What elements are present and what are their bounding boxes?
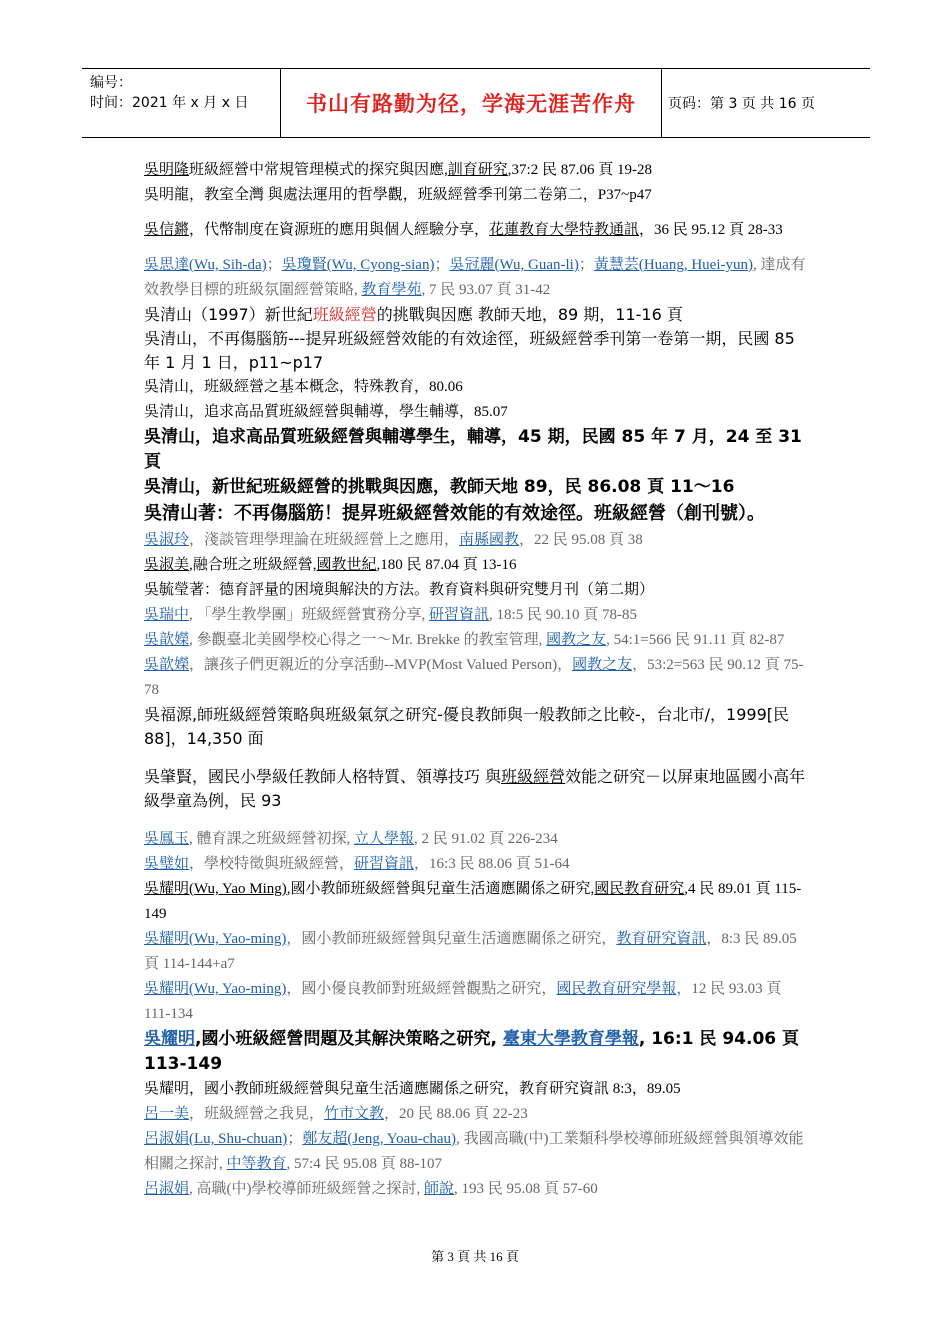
citation-text: 吳清山，追求高品質班級經營與輔導，學生輔導，85.07 bbox=[144, 404, 508, 420]
citation-text: 吳耀明，國小教師班級經營與兒童生活適應關係之研究，教育研究資訊 8:3，89.05 bbox=[144, 1081, 681, 1097]
citation-text: 花蓮教育大學特教通訊 bbox=[489, 222, 640, 238]
reference-entry bbox=[144, 877, 809, 927]
reference-entry bbox=[144, 628, 809, 653]
citation-text: 吳明龍，教室全灣 與處法運用的哲學觀，班級經營季刊第二卷第二，P37~p47 bbox=[144, 187, 652, 203]
citation-link[interactable]: 吳瓊賢(Wu, Cyong-sian) bbox=[281, 257, 435, 273]
reference-entry bbox=[144, 553, 809, 578]
citation-link[interactable]: 鄭友超(Jeng, Yoau-chau) bbox=[302, 1131, 457, 1147]
citation-text: 國民教育研究 bbox=[594, 881, 685, 897]
citation-text: 吳肇賢，國民小學級任教師人格特質、領導技巧 與 bbox=[144, 767, 502, 786]
citation-text: ，淺談管理學理論在班級經營上之應用， bbox=[189, 532, 460, 548]
citation-text: , 57:4 民 95.08 頁 88-107 bbox=[286, 1156, 442, 1172]
header-motto: 书山有路勤为径，学海无涯苦作舟 bbox=[281, 69, 662, 137]
citation-link[interactable]: 研習資訊 bbox=[354, 856, 415, 872]
reference-entry bbox=[144, 827, 809, 852]
reference-entry bbox=[144, 183, 809, 208]
citation-text: 吳毓瑩著：德育評量的困境與解決的方法。教育資料與研究雙月刊（第二期） bbox=[144, 582, 655, 598]
citation-link[interactable]: 臺東大學教育學報 bbox=[502, 1029, 639, 1049]
citation-text: ，53:2=563 民 90.12 頁 75-78 bbox=[144, 657, 804, 698]
reference-entry bbox=[144, 253, 809, 303]
citation-text: , 「學生教學團」班級經營實務分享, bbox=[189, 607, 430, 623]
doc-date: 时间：2021 年 x 月 x 日 bbox=[90, 95, 249, 111]
reference-entry bbox=[144, 400, 809, 425]
citation-text: , 體育課之班級經營初探, bbox=[189, 831, 355, 847]
citation-text: ，12 民 93.03 頁 111-134 bbox=[144, 981, 782, 1022]
citation-text: ，22 民 95.08 頁 38 bbox=[519, 532, 643, 548]
reference-entry bbox=[144, 500, 809, 528]
citation-text: ，36 民 95.12 頁 28-33 bbox=[639, 222, 783, 238]
reference-entry bbox=[144, 1102, 809, 1127]
reference-entry bbox=[144, 158, 809, 183]
citation-link[interactable]: 立人學報 bbox=[354, 831, 415, 847]
citation-text: , 18:5 民 90.10 頁 78-85 bbox=[489, 607, 637, 623]
reference-entry bbox=[144, 528, 809, 553]
citation-link[interactable]: 吳歆嬫 bbox=[144, 632, 190, 648]
reference-entry bbox=[144, 375, 809, 400]
citation-text: 吳清山，新世紀班級經營的挑戰與因應，教師天地 89，民 86.08 頁 11～16 bbox=[144, 477, 735, 497]
citation-link[interactable]: 研習資訊 bbox=[429, 607, 490, 623]
reference-entry bbox=[144, 653, 809, 703]
citation-text: ，國小教師班級經營與兒童生活適應關係之研究， bbox=[286, 931, 617, 947]
citation-text: ，8:3 民 89.05 頁 114-144+a7 bbox=[144, 931, 797, 972]
reference-entry bbox=[144, 327, 809, 375]
citation-text: , 16:1 民 94.06 頁 113-149 bbox=[144, 1029, 800, 1074]
citation-text: ； bbox=[266, 257, 282, 273]
citation-text: ,180 民 87.04 頁 13-16 bbox=[376, 557, 517, 573]
citation-link[interactable]: 黃慧芸(Huang, Huei-yun) bbox=[593, 257, 753, 273]
citation-text: 吳福源,師班級經營策略與班級氣氛之研究-優良教師與一般教師之比較-，台北市/，1999[民 88]，14,350 面 bbox=[144, 705, 789, 748]
citation-text: 班級經營中常規管理模式的探究與因應, bbox=[189, 162, 448, 178]
reference-entry bbox=[144, 603, 809, 628]
citation-link[interactable]: 吳淑玲 bbox=[144, 532, 190, 548]
citation-link[interactable]: 吳思達(Wu, Sih-da) bbox=[144, 257, 267, 273]
citation-text: ，16:3 民 88.06 頁 51-64 bbox=[414, 856, 570, 872]
reference-entry bbox=[144, 852, 809, 877]
citation-text: 吳清山，追求高品質班級經營與輔導學生，輔導，45 期，民國 85 年 7 月，24 至 31 頁 bbox=[144, 427, 802, 472]
citation-link[interactable]: 吳歆嬫 bbox=[144, 657, 190, 673]
citation-text: 班級經營 bbox=[501, 767, 566, 786]
citation-text: , 達成有效教學目標的班級氛圍經營策略, bbox=[144, 257, 806, 298]
reference-entry bbox=[144, 1077, 809, 1102]
citation-text: , 54:1=566 民 91.11 頁 82-87 bbox=[606, 632, 785, 648]
reference-entry bbox=[144, 703, 809, 751]
reference-entry bbox=[144, 218, 809, 243]
citation-link[interactable]: 吳瑞中 bbox=[144, 607, 190, 623]
reference-entry bbox=[144, 1177, 809, 1202]
citation-link[interactable]: 中等教育 bbox=[226, 1156, 287, 1172]
citation-text: 國教世紀 bbox=[316, 557, 377, 573]
citation-text: , 2 民 91.02 頁 226-234 bbox=[414, 831, 558, 847]
reference-entry bbox=[144, 1127, 809, 1177]
doc-number-label: 编号： bbox=[90, 75, 132, 91]
citation-text: , 高職(中)學校導師班級經營之探討, bbox=[189, 1181, 425, 1197]
citation-link[interactable]: 教育研究資訊 bbox=[616, 931, 707, 947]
citation-text: ； bbox=[578, 257, 594, 273]
reference-entry bbox=[144, 303, 809, 327]
reference-entry bbox=[144, 977, 809, 1027]
citation-link[interactable]: 竹市文教 bbox=[324, 1106, 385, 1122]
reference-entry bbox=[144, 927, 809, 977]
reference-entry bbox=[144, 1027, 809, 1077]
citation-text: , 193 民 95.08 頁 57-60 bbox=[454, 1181, 598, 1197]
citation-text: 吳耀明(Wu, Yao Ming) bbox=[144, 881, 287, 897]
citation-text: ,國小教師班級經營與兒童生活適應關係之研究, bbox=[286, 881, 595, 897]
citation-text: 吳信鏘 bbox=[144, 222, 190, 238]
citation-text: 吳清山，不再傷腦筋---提昇班級經營效能的有效途徑，班級經營季刊第一卷第一期，民國 85 年 1 月 1 日，p11~p17 bbox=[144, 329, 795, 372]
reference-entry bbox=[144, 425, 809, 475]
citation-text: 吳淑美 bbox=[144, 557, 190, 573]
page-footer: 第 3 頁 共 16 頁 bbox=[431, 1249, 519, 1264]
citation-text: ,4 民 89.01 頁 115-149 bbox=[144, 881, 802, 922]
citation-text: ，20 民 88.06 頁 22-23 bbox=[384, 1106, 528, 1122]
citation-link[interactable]: 南縣國教 bbox=[459, 532, 520, 548]
citation-text: ，讓孩子們更親近的分享活動--MVP(Most Valued Person)， bbox=[189, 657, 573, 673]
citation-link[interactable]: 吳冠麗(Wu, Guan-li) bbox=[449, 257, 579, 273]
header-meta-cell bbox=[82, 69, 281, 137]
citation-text: 效能之研究－以屏東地區國小高年級學童為例，民 93 bbox=[144, 767, 806, 810]
citation-link[interactable]: 國教之友 bbox=[572, 657, 633, 673]
citation-text: ，班級經營之我見， bbox=[189, 1106, 325, 1122]
citation-link[interactable]: 師說 bbox=[424, 1181, 455, 1197]
citation-text: ，學校特徵與班級經營， bbox=[189, 856, 355, 872]
citation-text: ,融合班之班級經營, bbox=[189, 557, 317, 573]
citation-text: ； bbox=[434, 257, 450, 273]
citation-text: ，代幣制度在資源班的應用與個人經驗分享， bbox=[189, 222, 490, 238]
citation-text: 班級經營 bbox=[312, 305, 377, 324]
citation-link[interactable]: 呂淑娟(Lu, Shu-chuan) bbox=[144, 1131, 288, 1147]
citation-text: , 參觀臺北美國學校心得之一～Mr. Brekke 的教室管理, bbox=[189, 632, 547, 648]
citation-text: 訓育研究 bbox=[447, 162, 508, 178]
header-page-info: 页码：第 3 页 共 16 页 bbox=[668, 96, 815, 112]
citation-text: ，國小優良教師對班級經營觀點之研究， bbox=[286, 981, 557, 997]
citation-text: 吳清山（1997）新世紀 bbox=[144, 305, 313, 324]
citation-text: , 我國高職(中)工業類科學校導師班級經營與領導效能相關之探討, bbox=[144, 1131, 804, 1172]
citation-text: 的挑戰與因應 教師天地，89 期，11-16 頁 bbox=[376, 305, 683, 324]
citation-link[interactable]: 吳耀明 bbox=[144, 1029, 195, 1049]
citation-link[interactable]: 吳耀明(Wu, Yao-ming) bbox=[144, 931, 287, 947]
citation-text: ,37:2 民 87.06 頁 19-28 bbox=[507, 162, 652, 178]
citation-link[interactable]: 吳璧如 bbox=[144, 856, 190, 872]
citation-text: 吳清山著：不再傷腦筋！提昇班級經營效能的有效途徑。班級經營（創刊號）。 bbox=[144, 503, 765, 524]
reference-entry bbox=[144, 578, 809, 603]
citation-text: 吳清山，班級經營之基本概念，特殊教育，80.06 bbox=[144, 379, 463, 395]
citation-link[interactable]: 吳耀明(Wu, Yao-ming) bbox=[144, 981, 287, 997]
citation-link[interactable]: 國教之友 bbox=[546, 632, 607, 648]
citation-link[interactable]: 教育學苑 bbox=[361, 282, 422, 298]
reference-entry bbox=[144, 475, 809, 500]
citation-link[interactable]: 呂淑娟 bbox=[144, 1181, 190, 1197]
citation-text: , 7 民 93.07 頁 31-42 bbox=[421, 282, 551, 298]
citation-text: ,國小班級經營問題及其解決策略之研究, bbox=[195, 1029, 503, 1049]
citation-link[interactable]: 呂一美 bbox=[144, 1106, 190, 1122]
citation-text: 吳明隆 bbox=[144, 162, 190, 178]
citation-link[interactable]: 吳鳳玉 bbox=[144, 831, 190, 847]
citation-link[interactable]: 國民教育研究學報 bbox=[556, 981, 677, 997]
reference-entry bbox=[144, 765, 809, 813]
citation-text: ； bbox=[287, 1131, 303, 1147]
reference-list bbox=[144, 158, 809, 1202]
page-header bbox=[82, 68, 870, 138]
